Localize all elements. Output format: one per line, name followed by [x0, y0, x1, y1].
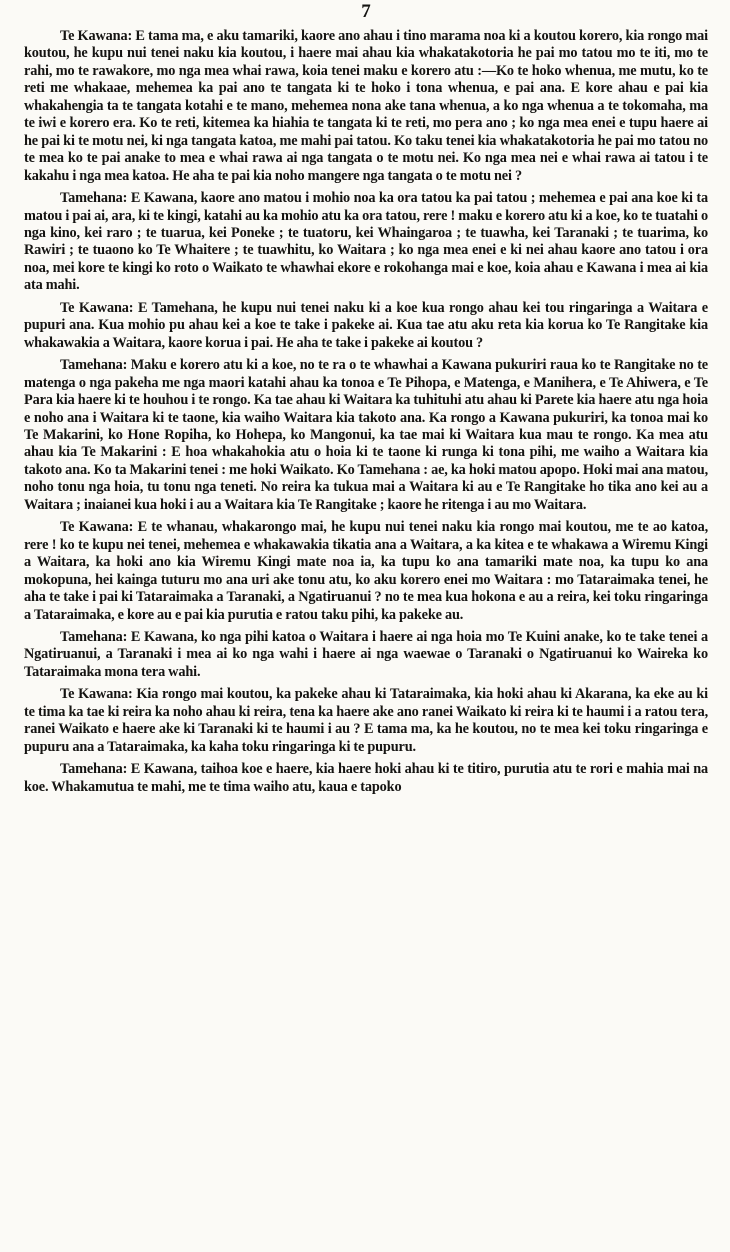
speaker-name: Tamehana: — [60, 357, 128, 374]
paragraph-text: E Tamehana, he kupu nui tenei naku ki a koe kua rongo ahau kei tou ringaringa a Waitara e pupuri ana. Kua mohio pu ahau kei a koe te take i pakeke ai. Kua tae atu aku reta kia korua ko Te Rangitake kia whakawakia a Waitara, kaore korua i pai. He aha te take i pakeke ai koutou ? — [24, 299, 709, 351]
dialogue-paragraph — [24, 28, 708, 185]
dialogue-paragraph — [24, 629, 708, 681]
paragraph-text: Maku e korero atu ki a koe, no te ra o te whawhai a Kawana pukuriri raua ko te Rangitake no te matenga o nga pakeha me nga maori katahi ahau ka tonoa e Te Pihopa, e Matenga, e Manihera, e Te Ahiwera, e Te Para kia haere ki te houhou i te rongo. Ka tae ahau ki Waitara ka tuhituhi atu ahau ki Parete kia haere atu nga hoia e noho ana i Waitara ki te taone, kia waiho Waitara kia takoto ana. Ka rongo a Kawana pukuriri, ka tonoa mai ko Te Makarini, ko Hone Ropiha, ko Hohepa, ko Mangonui, ka tae mai ki Waitara kua mau te rongo. Ka mea atu ahau kia Te Makarini : E hoa whakahokia atu o hoia ki te taone ki runga ki tona pihi, me waiho a Waitara kia takoto ana. Ko ta Makarini tenei : me hoki Waikato. Ko Tamehana : ae, ka hoki matou apopo. Hoki mai ana matou, noho tonu nga hoia, tu tonu nga teneti. No reira ka tukua mai a Waitara ki au e Te Rangitake ho tika ano kei au a Waitara ; inaianei kua hoki i au a Waitara kia Te Rangitake ; kaore he ritenga i au mo Waitara. — [24, 357, 708, 513]
speaker-name: Tamehana: — [60, 628, 128, 645]
paragraph-text: E tama ma, e aku tamariki, kaore ano ahau i tino marama noa ki a koutou korero, kia rongo mai koutou, he kupu nui tenei naku kia koutou, i haere mai ahau kia whakatakotoria he pai mo tatou mo te iti, mo te rahi, mo te rawakore, mo nga mea whai rawa, koia tenei maku e korero atu :—Ko te hoko whenua, me mutu, ko te reti me whakaae, mehemea ka pai ano te tangata ki te hoko i tona whenua, e pai ana. E kore ahau e pai kia whakahengia ta te tangata kotahi e te mano, mehemea nona ake tana whenua, a ko nga whenua a te tokomaha, ma te iwi e korero era. Ko te reti, kitemea ka hiahia te tangata ki te reti, mo pera ano ; ko nga mea enei e tupu haere ai he pai ki te motu nei, ki nga tangata katoa, me mahi pai tatou. Ko taku tenei kia whakatakotoria he pai mo tatou no te mea ko te pai anake to mea e whai rawa ai nga tangata o te motu nei. Ko nga mea nei e whai rawa ai tatou i te kakahu i nga mea katoa. He aha te pai kia noho mangere nga tangata o te motu nei ? — [24, 28, 708, 184]
speaker-name: Te Kawana: — [60, 299, 134, 316]
paragraph-text: E Kawana, kaore ano matou i mohio noa ka ora tatou ka pai tatou ; mehemea e pai ana koe ki ta matou i pai ai, ara, ki te kingi, katahi au ka mohio atu ka ora tatou, rere ! maku e korero atu ki a koe, ko te tuatahi o nga kino, kei raro ; te tuarua, kei Poneke ; te tuatoru, kei Whaingaroa ; te tuawha, kei Taranaki ; te tuarima, ko Rawiri ; te tuaono ko Te Whaitere ; te tuawhitu, ko Waitara ; ko nga mea enei e ki nei ahau kaore ano tatou i ora noa, mei kore te kingi ko roto o Waikato te whawhai ekore e rokohanga mai e koe, koia ahau e Kawana i mea ai kia ata mahi. — [24, 190, 708, 294]
paragraph-text: E te whanau, whakarongo mai, he kupu nui tenei naku kia rongo mai koutou, me te ao katoa, rere ! ko te kupu nei tenei, mehemea e whakawakia tikatia ana a Waitara, a ka kitea e te whakawa a Wiremu Kingi a Waitara, ka hoki ano kia Wiremu Kingi mate noa ia, ka tupu ko ana tamariki mate noa, ka tupu ko ana mokopuna, hei kainga tuturu mo ana uri ake tonu atu, ko aku korero enei mo Waitara : mo Tataraimaka tenei, he aha te take i pai ki Tataraimaka a Taranaki, a Ngatiruanui ? no te mea kua hokona e au a reira, kei toku ringaringa a Tataraimaka, e kore au e pai kia purutia e ratou taku pihi, ka pakeke au. — [24, 519, 709, 623]
dialogue-paragraph — [24, 761, 708, 796]
dialogue-paragraph — [24, 300, 708, 352]
speaker-name: Te Kawana: — [60, 28, 133, 44]
paragraph-text: Kia rongo mai koutou, ka pakeke ahau ki Tataraimaka, kia hoki ahau ki Akarana, ka eke au ki te tima ka tae ki reira ka noho ahau ki reira, tena ka haere ake ano ranei Waikato ki reira ki te haumi i a ratou tera, ranei Waikato e haere ake ki Taranaki ki te haumi i au ? E tama ma, ka he koutou, no te mea kei toku ringaringa e pupuru ana a Tataraimaka, ka kaha toku ringaringa ki te pupuru. — [24, 686, 708, 755]
speaker-name: Te Kawana: — [60, 519, 134, 536]
dialogue-paragraph — [24, 686, 708, 756]
page-number: 7 — [361, 1, 371, 22]
speaker-name: Tamehana: — [60, 190, 128, 207]
dialogue-paragraph — [24, 357, 708, 514]
paragraph-text: E Kawana, ko nga pihi katoa o Waitara i haere ai nga hoia mo Te Kuini anake, ko te take tenei a Ngatiruanui, a Taranaki i mea ai ko nga wahi i haere ai nga waewae o Taranaki o Ngatiruanui ko Waireka ko Tataraimaka mona tera wahi. — [24, 628, 708, 680]
speaker-name: Tamehana: — [60, 761, 128, 778]
dialogue-paragraph — [24, 519, 708, 624]
speaker-name: Te Kawana: — [60, 686, 133, 703]
dialogue-paragraph — [24, 190, 708, 295]
paragraph-text: E Kawana, taihoa koe e haere, kia haere hoki ahau ki te titiro, purutia atu te rori e mahia mai na koe. Whakamutua te mahi, me te tima waiho atu, kaua e tapoko — [24, 761, 709, 795]
